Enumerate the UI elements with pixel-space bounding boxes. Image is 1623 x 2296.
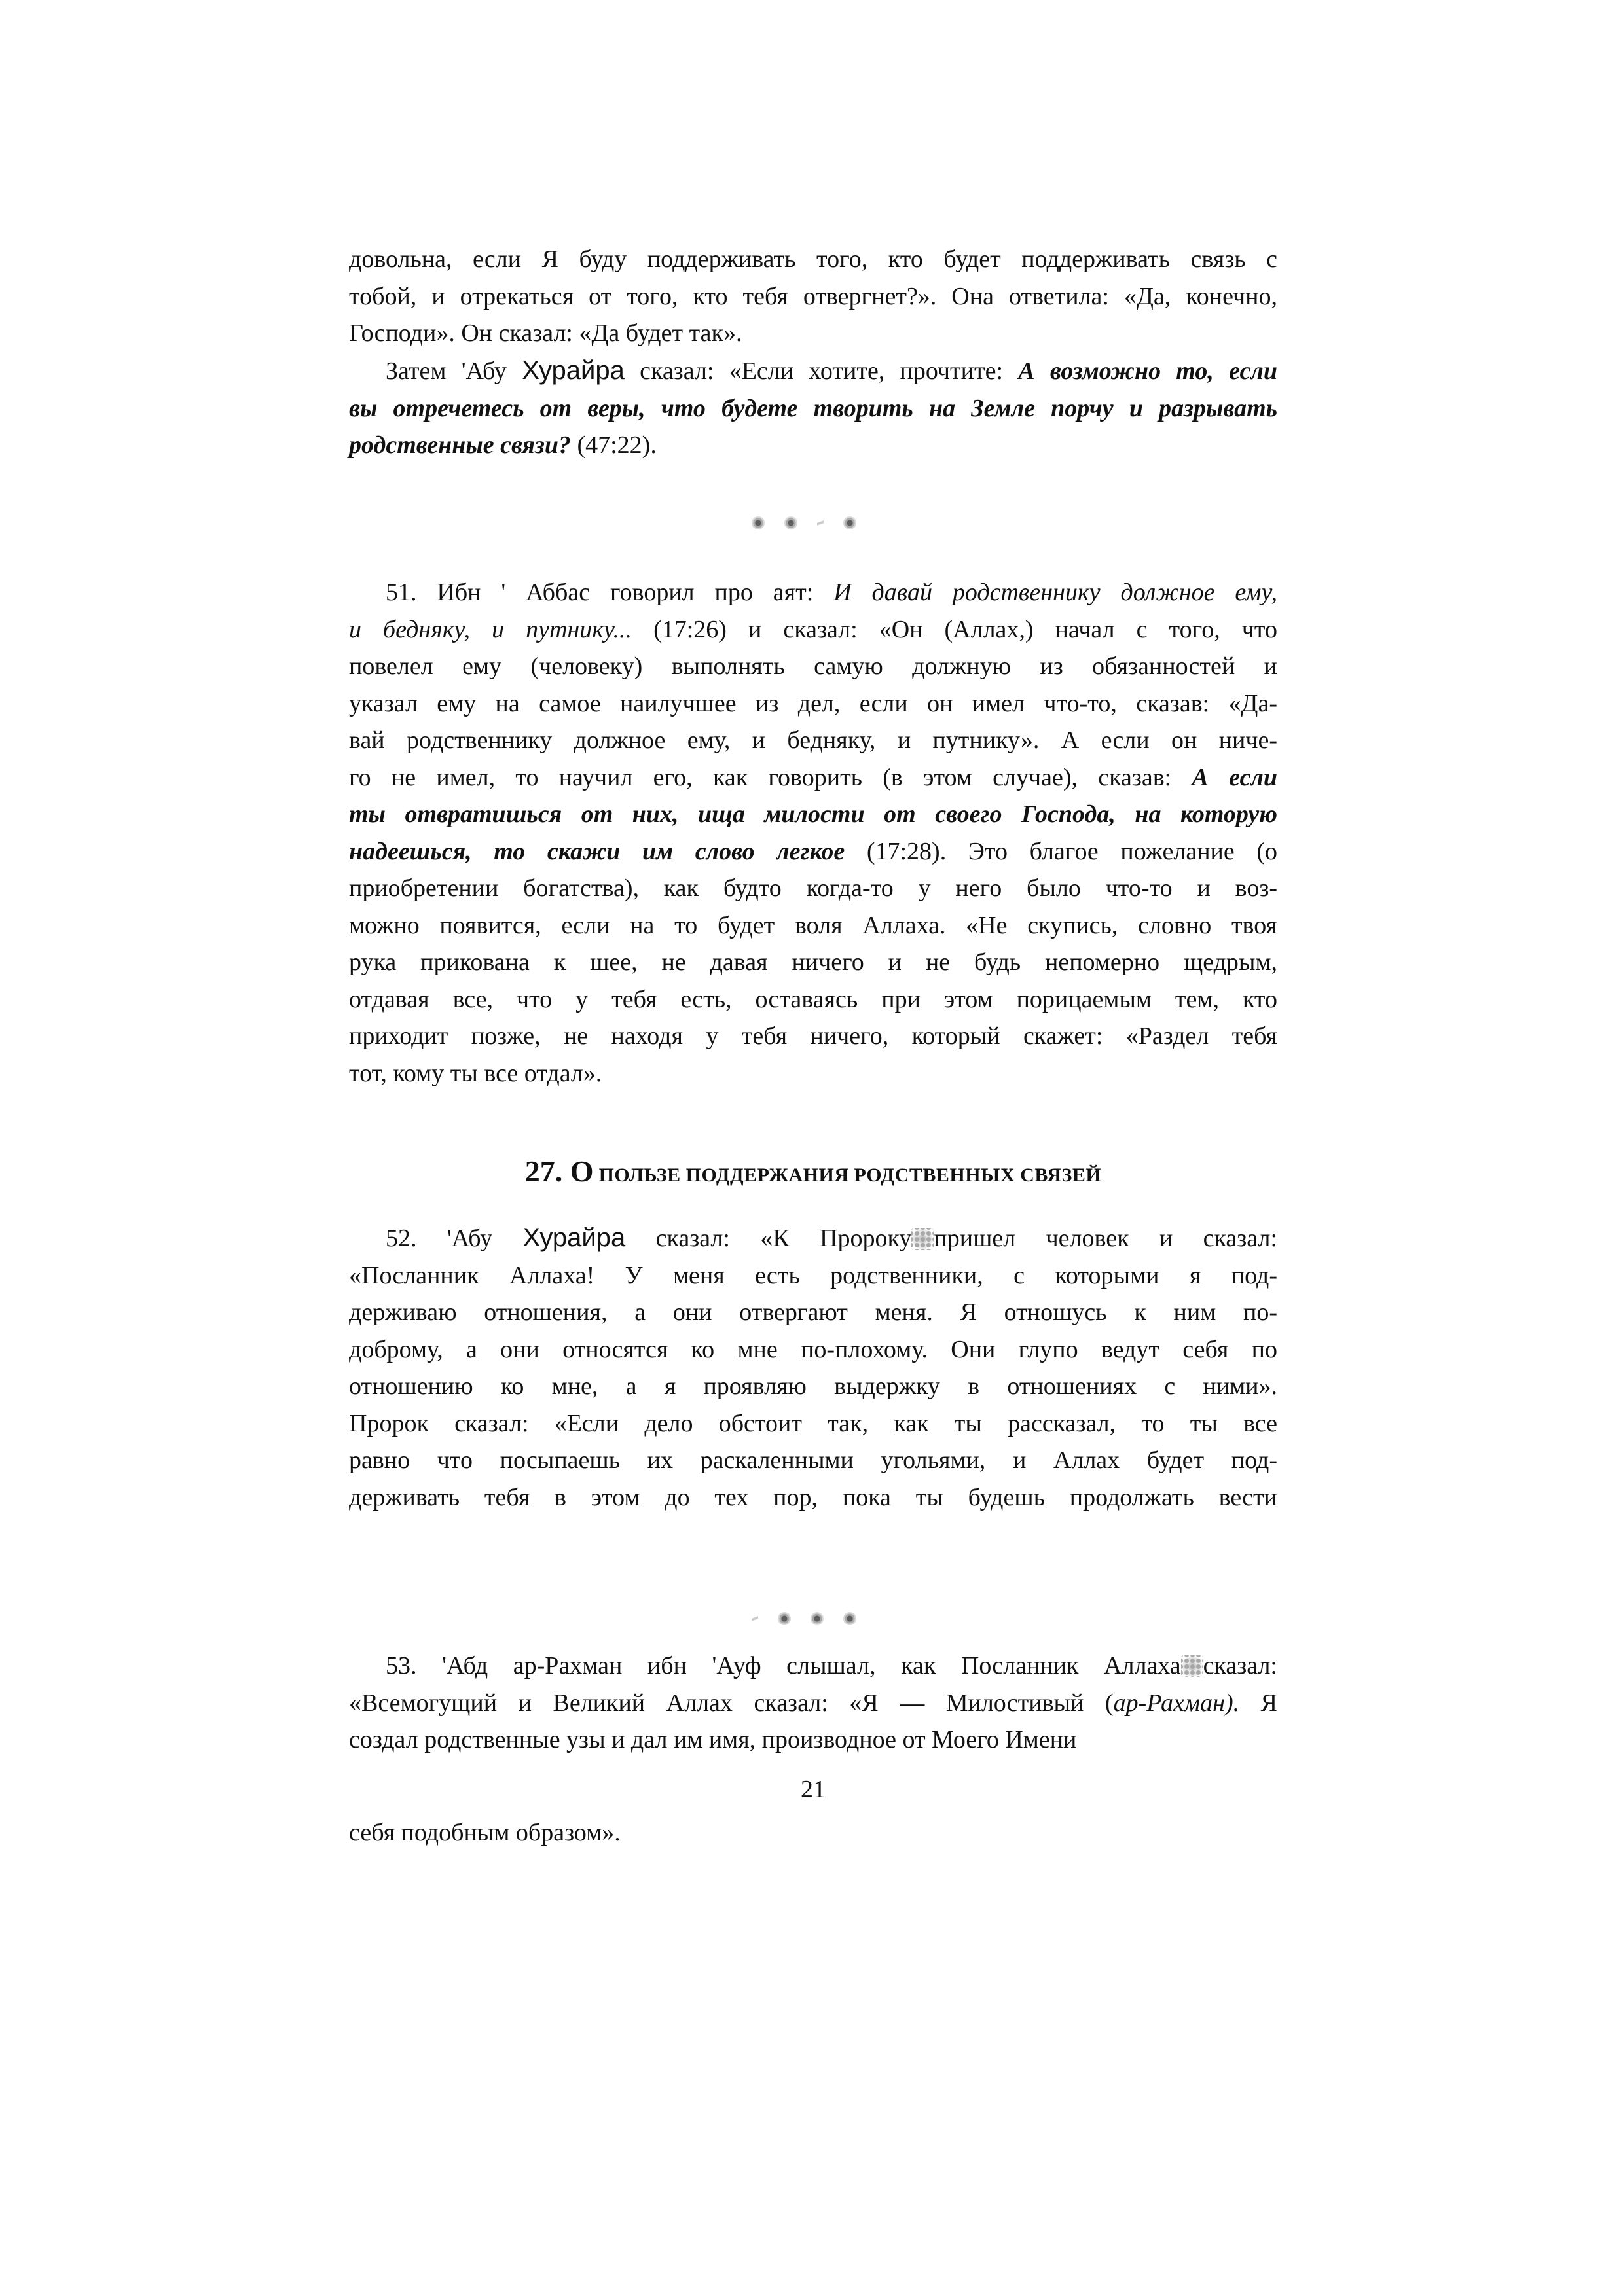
text-line [349, 352, 1277, 390]
text-run: «Всемогущий и Великий Аллах сказал: «Я — Милостивый ( [349, 1689, 1114, 1717]
name-run: Хурайра [522, 356, 625, 385]
text-run: (17:28). Это благое пожелание (о [845, 837, 1277, 865]
text-line: равно что посыпаешь их раскаленными угольями, и Аллах будет под- [349, 1446, 1277, 1474]
text-line: указал ему на самое наилучшее из дел, если он имел что-то, сказав: «Да- [349, 689, 1277, 717]
text-line: рука прикована к шее, не давая ничего и не будь непомерно щедрым, [349, 948, 1277, 976]
top-paragraph [349, 241, 1277, 352]
verse-reference: (47:22). [570, 431, 657, 459]
text-line [349, 1219, 1277, 1257]
leaf-icon [752, 1611, 758, 1626]
text-line: создал родственные узы и дал им имя, производное от Моего Имени [349, 1726, 1077, 1753]
text-line: Пророк сказал: «Если дело обстоит так, как ты рассказал, то ты все [349, 1409, 1277, 1437]
text-run: (17:26) и сказал: «Он (Аллах,) начал с того, что [632, 615, 1277, 643]
hadith-51 [349, 574, 1277, 1092]
text-line: отношению ко мне, а я проявляю выдержку в отношениях с ними». [349, 1372, 1277, 1400]
text-run: сказал: «К Пророку [625, 1225, 912, 1252]
text-line: приобретении богатства), как будто когда-то у него было что-то и воз- [349, 874, 1277, 902]
text-line [349, 1647, 1277, 1685]
text-line [349, 427, 1277, 464]
text-run: го не имел, то научил его, как говорить (в этом случае), сказав: [349, 763, 1192, 791]
continuation-line: себя подобным образом». [349, 1819, 621, 1846]
hadith-53 [349, 1647, 1277, 1759]
text-line: «Посланник Аллаха! У меня есть родственники, с которыми я под- [349, 1261, 1277, 1289]
text-line: повелел ему (человеку) выполнять самую должную из обязанностей и [349, 653, 1277, 680]
text-line: вай родственнику должное ему, и бедняку, и путнику». А если он ниче- [349, 726, 1277, 754]
quran-quote: И давай родственнику должное ему, [833, 579, 1277, 606]
text-run: сказал: [1203, 1652, 1277, 1679]
section-title: ПОЛЬЗЕ ПОДДЕРЖАНИЯ РОДСТВЕННЫХ СВЯЗЕЙ [593, 1164, 1102, 1186]
quran-quote: и бедняку, и путнику... [349, 615, 632, 643]
text-line: приходит позже, не находя у тебя ничего, который скажет: «Раздел тебя [349, 1022, 1277, 1050]
text-line [349, 611, 1277, 649]
text-run: пришел человек и сказал: [934, 1225, 1278, 1252]
quran-quote: А возможно то, если [1018, 357, 1277, 385]
text-line [349, 759, 1277, 797]
leaf-icon [817, 516, 824, 530]
quran-quote: родственные связи? [349, 431, 571, 459]
text-run: сказал: «Если хотите, прочтите: [624, 357, 1019, 385]
section-number: 27. О [524, 1155, 594, 1188]
quran-quote: надеешься, то скажи им слово легкое [349, 837, 845, 865]
text-line [349, 833, 1277, 870]
name-run: Хурайра [522, 1223, 626, 1252]
flower-icon [778, 1612, 791, 1625]
salawat-icon [911, 1228, 934, 1250]
flower-icon [752, 516, 765, 529]
text-line: довольна, если Я буду поддерживать того, кто будет поддерживать связь с [349, 245, 1277, 273]
text-line: тобой, и отрекаться от того, кто тебя отвергнет?». Она ответила: «Да, конечно, [349, 282, 1277, 310]
quran-quote: вы отречетесь от веры, что будете творить на Земле порчу и разрывать [349, 394, 1277, 422]
transliteration: ар-Рахман). [1113, 1689, 1240, 1717]
text-line: отдавая все, что у тебя есть, оставаясь при этом порицаемым тем, кто [349, 985, 1277, 1013]
text-run: 52. 'Абу [386, 1225, 523, 1252]
flower-icon [784, 516, 797, 529]
text-run: Затем 'Абу [386, 357, 522, 385]
quran-quote: ты отвратишься от них, ища милости от своего Господа, на которую [349, 800, 1277, 828]
flower-icon [811, 1612, 824, 1625]
text-line [349, 574, 1277, 611]
hadith-52 [349, 1219, 1277, 1516]
text-line: Господи». Он сказал: «Да будет так». [349, 319, 742, 347]
page-number: 21 [801, 1776, 826, 1803]
text-line: держиваю отношения, а они отвергают меня. Я отношусь к ним по- [349, 1299, 1277, 1326]
salawat-icon [1181, 1655, 1203, 1677]
text-line: доброму, а они относятся ко мне по-плохому. Они глупо ведут себя по [349, 1335, 1277, 1363]
abu-huraira-quote [349, 352, 1277, 464]
section-heading [349, 1154, 1277, 1189]
flower-ornament-icon [752, 516, 856, 530]
flower-icon [843, 1612, 856, 1625]
text-run: 53. 'Абд ар-Рахман ибн 'Ауф слышал, как Посланник Аллаха [386, 1652, 1181, 1679]
text-line: держивать тебя в этом до тех пор, пока ты будешь продолжать вести [349, 1483, 1277, 1511]
text-run: 51. Ибн ' Аббас говорил про аят: [386, 579, 834, 606]
text-line: тот, кому ты все отдал». [349, 1059, 602, 1087]
text-line: можно появится, если на то будет воля Аллаха. «Не скупись, словно твоя [349, 911, 1277, 939]
flower-icon [843, 516, 856, 529]
text-line [349, 1685, 1277, 1722]
flower-ornament-icon [752, 1611, 856, 1626]
text-run: Я [1239, 1689, 1277, 1717]
quran-quote: А если [1192, 763, 1277, 791]
